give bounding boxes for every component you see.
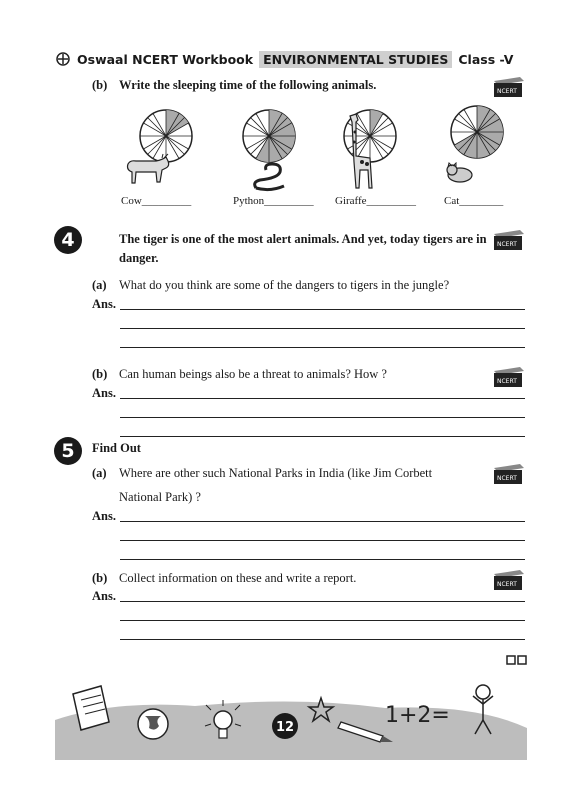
python-icon [250, 160, 290, 192]
clock-python-icon [241, 108, 297, 164]
q4a-label: (a) [92, 278, 107, 292]
answer-line[interactable] [120, 417, 525, 418]
ncert-book-icon [492, 75, 526, 99]
cow-icon [122, 152, 172, 190]
q5b-ans-label: Ans. [92, 589, 116, 603]
ncert-book-icon [492, 365, 526, 389]
answer-line[interactable] [120, 521, 525, 522]
animal-label-giraffe: Giraffe_________ [335, 195, 417, 207]
animal-label-cat: Cat________ [444, 195, 504, 207]
q4b-ans-label: Ans. [92, 386, 116, 400]
animal-label-cow: Cow_________ [121, 195, 192, 207]
footer-doodle-band [55, 680, 527, 760]
ncert-badge-text: NCERT [497, 581, 517, 588]
cat-icon [444, 162, 474, 184]
clock-cat-icon [449, 104, 505, 160]
q4b-label: (b) [92, 367, 108, 381]
q5b-label: (b) [92, 571, 108, 585]
q5b-text: Collect information on these and write a report. [119, 571, 357, 585]
answer-line[interactable] [120, 601, 525, 602]
ncert-badge-text: NCERT [497, 378, 517, 385]
q4-text: The tiger is one of the most alert animals. And yet, today tigers are in danger. [119, 232, 487, 265]
question-number-4: 4 [54, 226, 82, 254]
header-class: Class -V [458, 51, 514, 67]
answer-line[interactable] [120, 559, 525, 560]
header-brand: Oswaal NCERT Workbook [77, 51, 254, 67]
globe-icon [138, 709, 168, 739]
q4a-text: What do you think are some of the dangers to tigers in the jungle? [119, 278, 450, 292]
answer-line[interactable] [120, 328, 525, 329]
giraffe-icon [340, 112, 382, 192]
q5a-text-line1: Where are other such National Parks in India (like Jim Corbett [119, 466, 433, 480]
ncert-badge-text: NCERT [497, 475, 517, 482]
ncert-book-icon [492, 568, 526, 592]
ncert-badge-text: NCERT [497, 241, 517, 248]
doodle-math-text: 1+2= [385, 703, 450, 728]
answer-line[interactable] [120, 398, 525, 399]
part-b-question: Write the sleeping time of the following animals. [119, 78, 377, 92]
header-subject: ENVIRONMENTAL STUDIES [259, 51, 452, 68]
page-number: 12 [275, 720, 295, 735]
checkbox-squares-icon [506, 655, 528, 665]
q4a-ans-label: Ans. [92, 297, 116, 311]
animal-label-python: Python_________ [233, 195, 314, 207]
q5a-ans-label: Ans. [92, 509, 116, 523]
answer-line[interactable] [120, 540, 525, 541]
question-number-5: 5 [54, 437, 82, 465]
ncert-book-icon [492, 462, 526, 486]
q4b-text: Can human beings also be a threat to animals? How ? [119, 367, 387, 381]
oswaal-logo-icon [55, 51, 71, 67]
q5a-label: (a) [92, 466, 107, 480]
q5a-text-line2: National Park) ? [119, 490, 201, 504]
ncert-badge-text: NCERT [497, 88, 517, 95]
page-header [55, 50, 513, 68]
answer-line[interactable] [120, 309, 525, 310]
answer-line[interactable] [120, 639, 525, 640]
part-b-label: (b) [92, 78, 108, 92]
q5-title: Find Out [92, 441, 141, 455]
ncert-book-icon [492, 228, 526, 252]
answer-line[interactable] [120, 436, 525, 437]
answer-line[interactable] [120, 347, 525, 348]
answer-line[interactable] [120, 620, 525, 621]
